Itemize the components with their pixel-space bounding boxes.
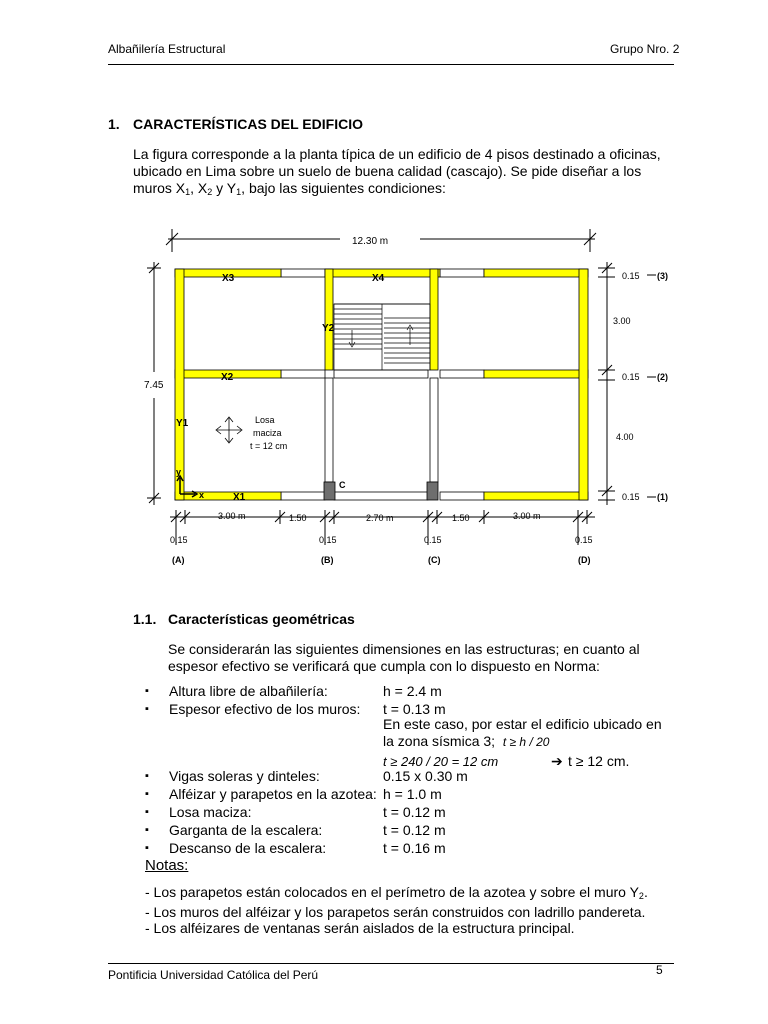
wall-label-x2: X2	[221, 372, 234, 383]
notes-list: - Los parapetos están colocados en el perímetro de la azotea y sobre el muro $Y_2$. - Los muros del alféizar y los parapetos serán construidos con ladrillo pandereta. - Los alféizares de ventanas serán aislados de la estructura principal.	[145, 884, 648, 936]
axis-label: (3)	[657, 271, 668, 281]
axis-label: (B)	[321, 555, 334, 565]
footer-left: Pontificia Universidad Católica del Perú	[108, 968, 319, 982]
geometry-list: ▪ Altura libre de albañilería: h = 2.4 m ▪ Espesor efectivo de los muros: t = 0.13 m En este caso, por estar el edificio ubicado en la zona sísmica 3; t ≥ h / 20 t ≥ 240 / 20 = 12 cm ➔ t ≥ 12 cm. ▪ Vigas soleras y dinteles: 0.15 x 0.30 m ▪ Alféizar y parapetos en la azotea: h = 1.0 m ▪ Losa maciza: t = 0.12 m ▪ Garganta de la escalera: t = 0.12 m ▪ Descanso de la escalera: t = 0.16 m	[0, 682, 768, 862]
axis-label: (D)	[578, 555, 591, 565]
slab-label-3: t = 12 cm	[250, 441, 288, 451]
footer-rule	[108, 963, 674, 964]
wall-label-x3: X3	[222, 273, 235, 284]
axis-label: (A)	[172, 555, 185, 565]
header-right: Grupo Nro. 2	[610, 42, 680, 56]
total-width-label: 12.30 m	[352, 236, 389, 247]
subsection-number: 1.1.	[133, 611, 157, 627]
local-axes-icon	[177, 476, 197, 497]
wall-label-y2: Y2	[322, 323, 335, 334]
right-dim: 0.15	[622, 372, 640, 382]
bottom-dim: 3.00 m	[218, 511, 246, 521]
axis-label: (1)	[657, 492, 668, 502]
notes-title: Notas:	[145, 857, 189, 874]
right-dim: 4.00	[616, 432, 634, 442]
section-number: 1.	[108, 116, 120, 132]
axis-x-label: x	[199, 490, 205, 500]
slab-direction-icon	[216, 417, 242, 443]
section-title: CARACTERÍSTICAS DEL EDIFICIO	[133, 116, 363, 132]
intro-paragraph: La figura corresponde a la planta típica de un edificio de 4 pisos destinado a oficinas, ubicado en Lima sobre un suelo de buena calidad (cascajo). Se pide diseñar a los muros $X_1$, $X_2$ y $Y_1$, bajo las siguientes condiciones:	[133, 146, 661, 197]
axis-label: (2)	[657, 372, 668, 382]
total-height-label: 7.45	[144, 380, 164, 391]
bottom-dim: 1.50	[289, 513, 307, 523]
bottom-thickness: 0.15	[170, 535, 188, 545]
subsection-title: Características geométricas	[168, 611, 355, 627]
column-label: C	[339, 480, 346, 490]
stairs	[334, 304, 430, 370]
slab-label-1: Losa	[255, 415, 275, 425]
espesor-note: En este caso, por estar el edificio ubicado en la zona sísmica 3; t ≥ h / 20 t ≥ 240 / 20 = 12 cm ➔ t ≥ 12 cm.	[383, 716, 662, 769]
slab-label-2: maciza	[253, 428, 282, 438]
wall-label-x1: X1	[233, 492, 246, 503]
geometry-paragraph: Se considerarán las siguientes dimensiones en las estructuras; en cuanto al espesor efectivo se verificará que cumpla con lo dispuesto en Norma:	[168, 641, 640, 674]
right-dim: 3.00	[613, 316, 631, 326]
bottom-dim: 1.50	[452, 513, 470, 523]
bottom-dim: 3.00 m	[513, 511, 541, 521]
right-dim: 0.15	[622, 492, 640, 502]
bottom-dim: 2.70 m	[366, 513, 394, 523]
page-number: 5	[656, 963, 663, 977]
right-dim: 0.15	[622, 271, 640, 281]
bottom-thickness: 0.15	[575, 535, 593, 545]
wall-label-x4: X4	[372, 273, 385, 284]
header-left: Albañilería Estructural	[108, 42, 226, 56]
axis-label: (C)	[428, 555, 441, 565]
bottom-thickness: 0.15	[319, 535, 337, 545]
bottom-thickness: 0.15	[424, 535, 442, 545]
axis-y-label: y	[176, 467, 182, 477]
wall-label-y1: Y1	[176, 418, 189, 429]
